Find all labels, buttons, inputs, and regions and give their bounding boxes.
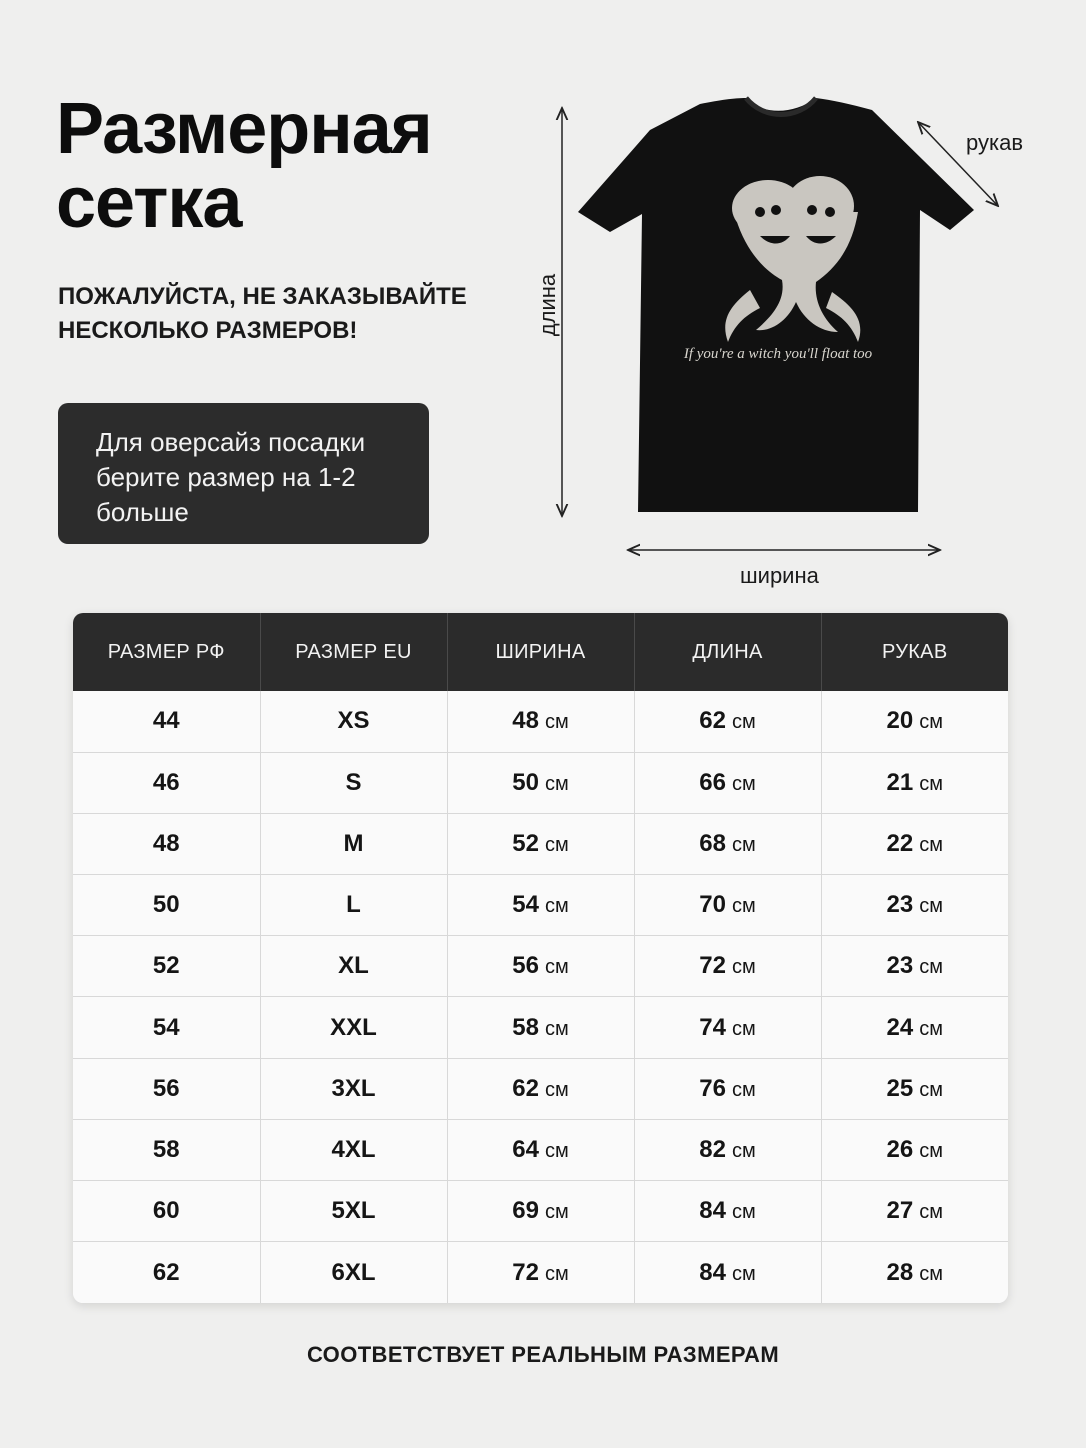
unit-label: см: [731, 1078, 756, 1101]
length-cell: [634, 1119, 821, 1180]
ru-size-cell: [73, 1242, 260, 1303]
ru-size-cell-value: 48: [152, 829, 180, 857]
width-cell-value: 56: [512, 952, 539, 980]
unit-label: см: [544, 1201, 569, 1224]
ru-size-cell-value: 52: [152, 952, 180, 980]
table-header-row: [73, 613, 1008, 691]
unit-label: см: [544, 833, 569, 856]
width-cell: [447, 1181, 634, 1242]
print-caption: If you're a witch you'll float too: [683, 346, 873, 362]
length-cell-value: 68: [699, 829, 726, 857]
unit-label: см: [731, 711, 756, 734]
unit-label: см: [919, 956, 943, 979]
sleeve-cell-value: 23: [886, 891, 914, 919]
eu-size-cell-value: XL: [338, 952, 369, 980]
width-cell: [447, 1119, 634, 1180]
unit-label: см: [731, 1017, 756, 1040]
tshirt-diagram: [520, 80, 1080, 600]
length-cell: [634, 1181, 821, 1242]
title-line-1: Размерная: [56, 89, 432, 169]
unit-label: см: [919, 772, 943, 795]
length-cell-value: 76: [699, 1074, 726, 1102]
ru-size-cell-value: 60: [152, 1197, 180, 1225]
eu-size-cell-value: 6XL: [331, 1258, 376, 1286]
ru-size-cell: [73, 997, 260, 1058]
unit-label: см: [919, 833, 943, 856]
eu-size-cell-value: XXL: [330, 1013, 377, 1041]
ru-size-cell-value: 58: [152, 1135, 180, 1163]
unit-label: см: [731, 833, 756, 856]
sleeve-cell: [821, 1058, 1008, 1119]
width-cell: [447, 752, 634, 813]
width-cell-value: 52: [512, 829, 539, 857]
ru-size-cell-value: 44: [152, 707, 180, 735]
sleeve-cell: [821, 936, 1008, 997]
width-cell-value: 62: [512, 1074, 539, 1102]
sleeve-cell-value: 27: [886, 1197, 914, 1225]
width-cell: [447, 1058, 634, 1119]
eu-size-cell: [260, 936, 447, 997]
width-label: ширина: [740, 563, 819, 588]
eu-size-cell: [260, 813, 447, 874]
table-row: [73, 752, 1008, 813]
ru-size-cell: [73, 1181, 260, 1242]
table-row: [73, 1058, 1008, 1119]
header-width: ШИРИНА: [447, 613, 634, 691]
page-title: [56, 89, 432, 243]
sleeve-cell: [821, 1242, 1008, 1303]
width-cell-value: 48: [512, 707, 539, 735]
sleeve-cell-value: 28: [886, 1258, 914, 1286]
title-line-2: сетка: [56, 163, 242, 243]
unit-label: см: [919, 1078, 943, 1101]
sleeve-cell: [821, 813, 1008, 874]
unit-label: см: [544, 1262, 569, 1285]
table-row: [73, 691, 1008, 752]
ru-size-cell-value: 46: [152, 768, 180, 796]
sleeve-cell-value: 25: [886, 1074, 914, 1102]
warning-line-1: ПОЖАЛУЙСТА, НЕ ЗАКАЗЫВАЙТЕ: [58, 283, 467, 310]
length-cell: [634, 752, 821, 813]
unit-label: см: [919, 895, 943, 918]
width-cell-value: 54: [512, 891, 539, 919]
size-table: [73, 613, 1008, 1303]
width-cell-value: 50: [512, 768, 539, 796]
unit-label: см: [919, 1262, 943, 1285]
ru-size-cell: [73, 813, 260, 874]
unit-label: см: [544, 1078, 569, 1101]
note-line-3: больше: [96, 497, 189, 527]
ru-size-cell: [73, 1058, 260, 1119]
eu-size-cell: [260, 1058, 447, 1119]
width-cell: [447, 813, 634, 874]
eu-size-cell: [260, 1181, 447, 1242]
unit-label: см: [731, 956, 756, 979]
unit-label: см: [731, 895, 756, 918]
table-row: [73, 1181, 1008, 1242]
sleeve-cell-value: 24: [886, 1013, 914, 1041]
eu-size-cell-value: S: [345, 768, 362, 796]
sleeve-cell: [821, 1181, 1008, 1242]
eu-size-cell: [260, 1119, 447, 1180]
ru-size-cell: [73, 875, 260, 936]
sleeve-cell: [821, 752, 1008, 813]
sleeve-cell-value: 20: [886, 707, 914, 735]
length-label: длина: [535, 273, 560, 337]
length-cell: [634, 1058, 821, 1119]
width-cell: [447, 691, 634, 752]
width-cell-value: 72: [512, 1258, 539, 1286]
ru-size-cell: [73, 1119, 260, 1180]
unit-label: см: [544, 956, 569, 979]
length-cell: [634, 813, 821, 874]
ru-size-cell-value: 62: [152, 1258, 180, 1286]
sleeve-cell: [821, 997, 1008, 1058]
eu-size-cell: [260, 691, 447, 752]
length-cell-value: 84: [699, 1258, 726, 1286]
unit-label: см: [731, 1262, 756, 1285]
length-cell-value: 84: [699, 1197, 726, 1225]
eu-size-cell: [260, 875, 447, 936]
header-ru-size: РАЗМЕР РФ: [73, 613, 260, 691]
table-row: [73, 813, 1008, 874]
sleeve-cell: [821, 691, 1008, 752]
length-cell-value: 82: [699, 1135, 726, 1163]
unit-label: см: [544, 1139, 569, 1162]
table-row: [73, 936, 1008, 997]
width-cell: [447, 875, 634, 936]
length-cell: [634, 997, 821, 1058]
sleeve-cell-value: 21: [886, 768, 914, 796]
unit-label: см: [919, 1201, 943, 1224]
length-cell-value: 74: [699, 1013, 726, 1041]
eu-size-cell: [260, 997, 447, 1058]
warning-line-2: НЕСКОЛЬКО РАЗМЕРОВ!: [58, 317, 358, 344]
table-row: [73, 1119, 1008, 1180]
eu-size-cell-value: XS: [337, 707, 370, 735]
sleeve-cell-value: 22: [886, 829, 914, 857]
table-row: [73, 1242, 1008, 1303]
length-cell-value: 66: [699, 768, 726, 796]
length-cell: [634, 936, 821, 997]
unit-label: см: [731, 772, 756, 795]
ru-size-cell: [73, 691, 260, 752]
sleeve-cell: [821, 1119, 1008, 1180]
eu-size-cell-value: L: [346, 891, 361, 919]
table-row: [73, 997, 1008, 1058]
ru-size-cell-value: 54: [152, 1013, 180, 1041]
header-sleeve: РУКАВ: [882, 640, 948, 663]
header-eu-size: РАЗМЕР EU: [260, 613, 447, 691]
length-cell-value: 70: [699, 891, 726, 919]
unit-label: см: [544, 895, 569, 918]
sleeve-cell-value: 26: [886, 1135, 914, 1163]
width-cell: [447, 997, 634, 1058]
width-cell-value: 58: [512, 1013, 539, 1041]
unit-label: см: [544, 1017, 569, 1040]
eu-size-cell-value: 3XL: [331, 1074, 376, 1102]
eu-size-cell: [260, 752, 447, 813]
note-line-2: берите размер на 1-2: [96, 462, 356, 492]
length-cell: [634, 875, 821, 936]
note-line-1: Для оверсайз посадки: [96, 427, 366, 457]
width-cell-value: 64: [512, 1135, 539, 1163]
ru-size-cell: [73, 936, 260, 997]
length-cell-value: 62: [699, 707, 726, 735]
unit-label: см: [919, 1139, 943, 1162]
eu-size-cell-value: 5XL: [331, 1197, 376, 1225]
sleeve-cell: [821, 875, 1008, 936]
length-cell-value: 72: [699, 952, 726, 980]
length-cell: [634, 691, 821, 752]
length-cell: [634, 1242, 821, 1303]
warning-text: [58, 280, 528, 348]
sleeve-label: рукав: [966, 130, 1024, 155]
ru-size-cell: [73, 752, 260, 813]
eu-size-cell-value: M: [343, 829, 364, 857]
ru-size-cell-value: 56: [152, 1074, 180, 1102]
unit-label: см: [919, 1017, 943, 1040]
eu-size-cell: [260, 1242, 447, 1303]
oversize-note: [58, 403, 429, 544]
tshirt-shape: [578, 98, 974, 512]
width-cell-value: 69: [512, 1197, 539, 1225]
unit-label: см: [731, 1201, 756, 1224]
table-row: [73, 875, 1008, 936]
unit-label: см: [544, 711, 569, 734]
unit-label: см: [731, 1139, 756, 1162]
ru-size-cell-value: 50: [152, 891, 180, 919]
width-cell: [447, 936, 634, 997]
sleeve-cell-value: 23: [886, 952, 914, 980]
header-length: ДЛИНА: [634, 613, 821, 691]
eu-size-cell-value: 4XL: [331, 1135, 376, 1163]
footer-note: СООТВЕТСТВУЕТ РЕАЛЬНЫМ РАЗМЕРАМ: [306, 1342, 780, 1367]
unit-label: см: [544, 772, 569, 795]
unit-label: см: [919, 711, 943, 734]
width-cell: [447, 1242, 634, 1303]
